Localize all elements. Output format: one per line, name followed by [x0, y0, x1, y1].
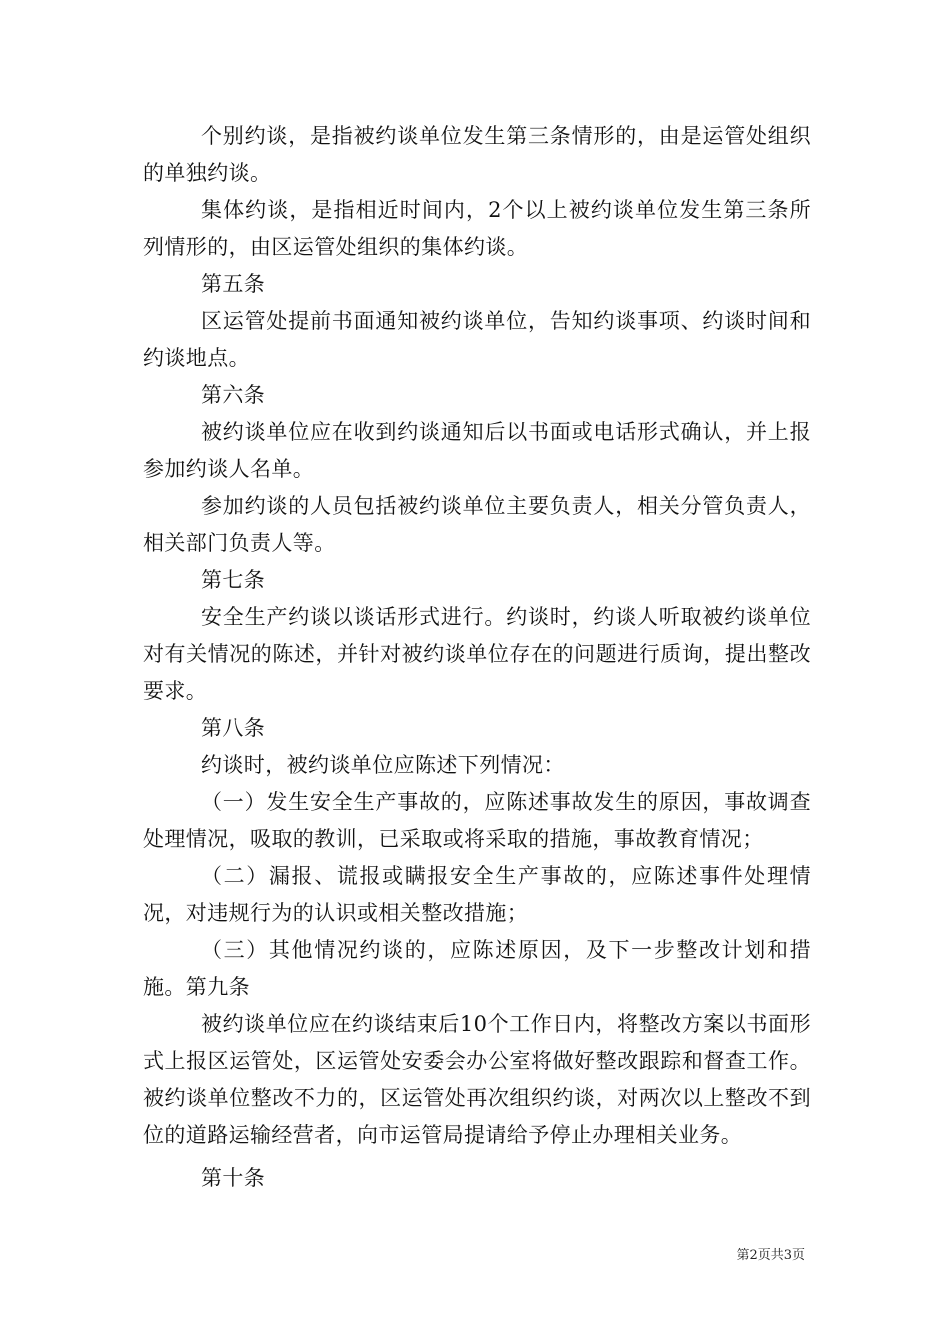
list-item-1: （一）发生安全生产事故的，应陈述事故发生的原因，事故调查处理情况，吸取的教训，已采取或将采取的措施，事故教育情况；	[143, 790, 811, 851]
article-5-heading: 第五条	[201, 272, 266, 296]
paragraph-collective-interview: 集体约谈，是指相近时间内，2个以上被约谈单位发生第三条所列情形的，由区运管处组织的集体约谈。	[143, 198, 811, 259]
document-body	[143, 118, 811, 1197]
paragraph-interview-form: 安全生产约谈以谈话形式进行。约谈时，约谈人听取被约谈单位对有关情况的陈述，并针对被约谈单位存在的问题进行质询，提出整改要求。	[143, 605, 811, 703]
page-number: 第2页共3页	[736, 1248, 805, 1263]
paragraph-rectification: 被约谈单位应在约谈结束后10个工作日内，将整改方案以书面形式上报区运管处，区运管处安委会办公室将做好整改跟踪和督查工作。被约谈单位整改不力的，区运管处再次组织约谈，对两次以上整改不到位的道路运输经营者，向市运管局提请给予停止办理相关业务。	[143, 1012, 811, 1147]
paragraph-individual-interview: 个别约谈，是指被约谈单位发生第三条情形的，由是运管处组织的单独约谈。	[143, 124, 811, 185]
paragraph-notice: 区运管处提前书面通知被约谈单位，告知约谈事项、约谈时间和约谈地点。	[143, 309, 811, 370]
list-item-3: （三）其他情况约谈的，应陈述原因，及下一步整改计划和措施。第九条	[143, 938, 811, 999]
article-8-heading: 第八条	[201, 716, 266, 740]
paragraph-participants: 参加约谈的人员包括被约谈单位主要负责人，相关分管负责人，相关部门负责人等。	[143, 494, 811, 555]
paragraph-confirmation: 被约谈单位应在收到约谈通知后以书面或电话形式确认，并上报参加约谈人名单。	[143, 420, 811, 481]
article-7-heading: 第七条	[201, 568, 266, 592]
article-10-heading: 第十条	[201, 1166, 266, 1190]
article-6-heading: 第六条	[201, 383, 266, 407]
paragraph-statement-intro: 约谈时，被约谈单位应陈述下列情况：	[201, 753, 565, 777]
list-item-2: （二）漏报、谎报或瞒报安全生产事故的，应陈述事件处理情况，对违规行为的认识或相关整改措施；	[143, 864, 811, 925]
